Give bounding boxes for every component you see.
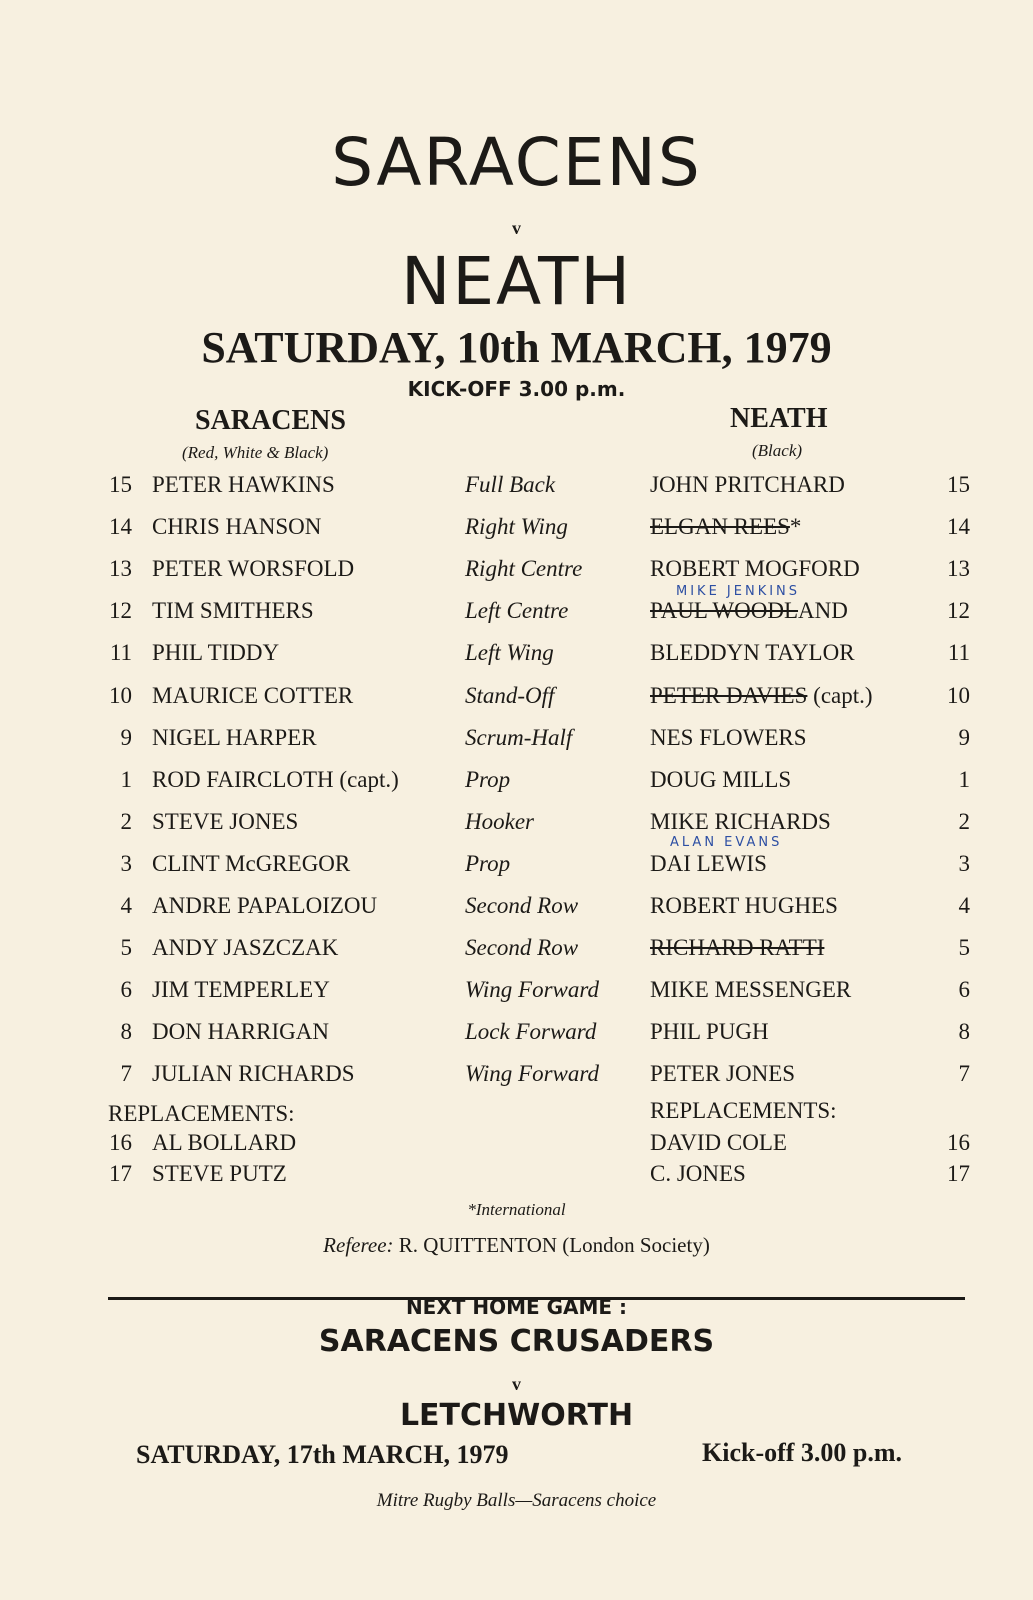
position-label: Right Wing (465, 514, 568, 539)
home-player-number: 6 (120, 977, 132, 1002)
away-player-name-text: ROBERT MOGFORD (650, 556, 860, 581)
away-player-name-text: MIKE RICHARDS (650, 809, 831, 834)
home-player-name: ROD FAIRCLOTH (capt.) (152, 767, 399, 792)
next-game-away-team: LETCHWORTH (399, 1398, 634, 1433)
away-player-name (650, 767, 791, 793)
away-team-heading: NEATH (730, 403, 828, 434)
away-player-number: 11 (947, 640, 970, 665)
home-player-number: 1 (120, 767, 132, 792)
position-label: Scrum-Half (465, 725, 573, 750)
position-label: Prop (465, 851, 511, 876)
referee-line (0, 1233, 1033, 1258)
away-player-number: 12 (947, 598, 970, 623)
table-row (0, 977, 1033, 1011)
replacement-row (0, 1161, 1033, 1195)
home-player-name: DON HARRIGAN (152, 1019, 329, 1044)
table-row (0, 893, 1033, 927)
away-player-name-text: BLEDDYN TAYLOR (650, 640, 855, 665)
referee-label: Referee: (323, 1233, 394, 1257)
position-label: Wing Forward (465, 1061, 599, 1086)
away-player-name (650, 1061, 795, 1087)
referee-name: R. QUITTENTON (London Society) (398, 1233, 710, 1257)
next-game-date: SATURDAY, 17th MARCH, 1979 (136, 1440, 509, 1469)
home-player-number: 3 (120, 851, 132, 876)
table-row (0, 598, 1033, 632)
home-player-number: 15 (109, 472, 132, 497)
away-replacement-number: 17 (947, 1161, 970, 1186)
home-player-number: 9 (120, 725, 132, 750)
home-replacement-name: STEVE PUTZ (152, 1161, 287, 1186)
away-player-number: 15 (947, 472, 970, 497)
position-label: Second Row (465, 935, 579, 960)
position-label: Second Row (465, 893, 579, 918)
home-player-number: 13 (109, 556, 132, 581)
home-player-number: 10 (109, 683, 132, 708)
home-player-name: TIM SMITHERS (152, 598, 314, 623)
away-player-name (650, 809, 831, 835)
away-team-colors: (Black) (752, 441, 803, 460)
table-row (0, 1019, 1033, 1053)
away-player-name-text: DOUG MILLS (650, 767, 792, 792)
away-player-name (650, 640, 855, 666)
table-row (0, 725, 1033, 759)
away-player-number: 7 (958, 1061, 970, 1086)
away-player-name (650, 893, 838, 919)
home-player-name: STEVE JONES (152, 809, 299, 834)
away-player-name (650, 725, 807, 751)
away-player-name (650, 1019, 769, 1045)
away-replacement-number: 16 (947, 1130, 970, 1155)
table-row (0, 472, 1033, 506)
away-player-name-text: RICHARD RATTI (650, 935, 825, 960)
home-team-title: SARACENS (331, 124, 702, 201)
home-replacement-number: 17 (109, 1161, 132, 1186)
away-player-name (650, 977, 851, 1003)
home-player-number: 5 (120, 935, 132, 960)
away-player-number: 2 (958, 809, 970, 834)
away-player-name (650, 514, 801, 540)
home-replacement-name: AL BOLLARD (152, 1130, 297, 1155)
table-row (0, 514, 1033, 548)
away-player-name (650, 556, 860, 582)
home-player-number: 2 (120, 809, 132, 834)
table-row (0, 935, 1033, 969)
home-player-name: JIM TEMPERLEY (152, 977, 330, 1002)
home-player-number: 8 (120, 1019, 132, 1044)
away-replacements-label: REPLACEMENTS: (650, 1098, 837, 1123)
away-player-name-text: JOHN PRITCHARD (650, 472, 845, 497)
away-player-name (650, 935, 824, 961)
home-player-number: 14 (109, 514, 132, 539)
away-player-name-text: DAI LEWIS (650, 851, 767, 876)
away-player-number: 14 (947, 514, 970, 539)
position-label: Lock Forward (465, 1019, 597, 1044)
replacement-row (0, 1130, 1033, 1164)
away-player-number: 1 (958, 767, 970, 792)
away-player-suffix: AND (798, 598, 848, 623)
away-player-number: 6 (958, 977, 970, 1002)
away-player-name (650, 851, 767, 877)
table-row (0, 640, 1033, 674)
next-game-home-team: SARACENS CRUSADERS (318, 1324, 715, 1359)
home-player-name: CHRIS HANSON (152, 514, 322, 539)
away-player-name-text: PAUL WOODL (650, 598, 799, 623)
away-player-name-text: MIKE MESSENGER (650, 977, 852, 1002)
table-row (0, 851, 1033, 885)
next-game-kickoff: Kick-off 3.00 p.m. (702, 1438, 903, 1467)
table-row (0, 683, 1033, 717)
position-label: Stand-Off (465, 683, 555, 708)
away-player-number: 9 (958, 725, 970, 750)
home-player-name: PHIL TIDDY (152, 640, 280, 665)
away-player-number: 10 (947, 683, 970, 708)
home-replacements-label: REPLACEMENTS: (108, 1101, 295, 1126)
table-row (0, 1061, 1033, 1095)
home-player-number: 7 (120, 1061, 132, 1086)
away-player-suffix: (capt.) (807, 683, 873, 708)
away-player-name (650, 683, 873, 709)
home-player-name: CLINT McGREGOR (152, 851, 351, 876)
international-footnote: *International (467, 1200, 566, 1219)
home-team-heading: SARACENS (195, 405, 346, 436)
home-player-name: PETER HAWKINS (152, 472, 335, 497)
handwritten-note-replacement-3: ALAN EVANS (670, 835, 783, 850)
next-game-versus: v (512, 1374, 521, 1394)
position-label: Left Centre (465, 598, 569, 623)
home-replacement-number: 16 (109, 1130, 132, 1155)
away-player-name (650, 598, 848, 624)
home-player-name: NIGEL HARPER (152, 725, 317, 750)
away-player-number: 13 (947, 556, 970, 581)
away-player-number: 4 (958, 893, 970, 918)
home-team-colors: (Red, White & Black) (182, 443, 329, 462)
away-player-name-text: NES FLOWERS (650, 725, 807, 750)
home-player-number: 12 (109, 598, 132, 623)
next-game-label: NEXT HOME GAME : (405, 1295, 628, 1319)
position-label: Full Back (465, 472, 556, 497)
kickoff-time: KICK-OFF 3.00 p.m. (407, 377, 626, 401)
away-replacement-name: DAVID COLE (650, 1130, 787, 1155)
home-player-name: JULIAN RICHARDS (152, 1061, 355, 1086)
table-row (0, 556, 1033, 590)
home-player-name: ANDRE PAPALOIZOU (152, 893, 378, 918)
position-label: Left Wing (465, 640, 554, 665)
handwritten-note-replacement-12: MIKE JENKINS (676, 584, 801, 599)
away-player-suffix: * (789, 514, 802, 539)
away-player-name-text: PHIL PUGH (650, 1019, 769, 1044)
away-player-number: 5 (958, 935, 970, 960)
away-player-name-text: PETER DAVIES (650, 683, 808, 708)
away-player-number: 8 (958, 1019, 970, 1044)
away-player-name-text: ELGAN REES (650, 514, 790, 539)
table-row (0, 809, 1033, 843)
away-team-title: NEATH (400, 243, 633, 320)
position-label: Prop (465, 767, 511, 792)
position-label: Right Centre (465, 556, 583, 581)
home-player-number: 11 (109, 640, 132, 665)
versus-label: v (512, 218, 521, 238)
home-player-name: ANDY JASZCZAK (152, 935, 339, 960)
away-replacement-name: C. JONES (650, 1161, 746, 1186)
away-player-name-text: ROBERT HUGHES (650, 893, 838, 918)
home-player-name: PETER WORSFOLD (152, 556, 355, 581)
away-player-number: 3 (958, 851, 970, 876)
position-label: Hooker (465, 809, 534, 834)
match-date: SATURDAY, 10th MARCH, 1979 (201, 323, 832, 372)
away-player-name-text: PETER JONES (650, 1061, 796, 1086)
sponsor-line: Mitre Rugby Balls—Saracens choice (376, 1490, 657, 1511)
home-player-number: 4 (120, 893, 132, 918)
home-player-name: MAURICE COTTER (152, 683, 354, 708)
table-row (0, 767, 1033, 801)
position-label: Wing Forward (465, 977, 599, 1002)
away-player-name (650, 472, 845, 498)
